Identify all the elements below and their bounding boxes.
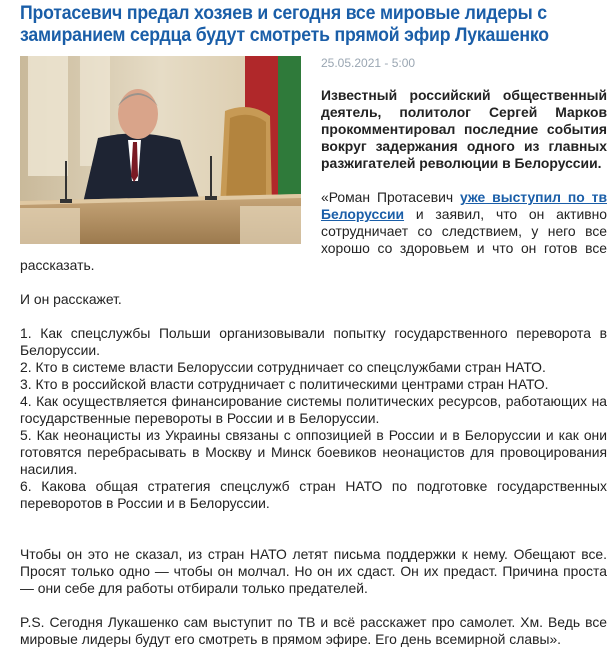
list-item: 2. Кто в системе власти Белоруссии сотрудничает со спецслужбами стран НАТО. xyxy=(20,359,546,375)
article-title[interactable]: Протасевич предал хозяев и сегодня все мировые лидеры с замиранием сердца будут смотреть прямой эфир Лукашенко xyxy=(20,3,549,46)
list-item: 1. Как спецслужбы Польши организовывали попытку государственного переворота в Белоруссии. xyxy=(20,325,607,358)
article-lead: Известный российский общественный деятель, политолог Сергей Марков прокомментировал последние события вокруг задержания одного из главных разжигателей революции в Белоруссии. xyxy=(321,87,607,171)
article-photo[interactable] xyxy=(20,56,301,244)
list-item: 5. Как неонацисты из Украины связаны с оппозицией в России и в Белоруссии и как они готовятся перебрасывать в Москву и Минск боевиков неонацистов для провоцирования насилия. xyxy=(20,427,607,477)
quote-start: «Роман Протасевич xyxy=(321,189,460,205)
points-intro: И он расскажет. xyxy=(20,291,122,307)
ps-paragraph: P.S. Сегодня Лукашенко сам выступит по ТВ и всё расскажет про самолет. Хм. Ведь все мировые лидеры будут его смотреть в прямом эфире. Его день всемирной славы». xyxy=(20,614,607,647)
quote-end: и заявил, что он активно сотрудничает со следствием, у него все хорошо со здоровьем и что он готов все рассказать. xyxy=(20,206,607,273)
article-body xyxy=(20,56,607,648)
list-item: 4. Как осуществляется финансирование системы политических ресурсов, работающих на государственные перевороты в России и в Белоруссии. xyxy=(20,393,607,426)
letters-paragraph: Чтобы он это не сказал, из стран НАТО летят письма поддержки к нему. Обещают все. Просят только одно — чтобы он молчал. Но он их сдаст. Он их предаст. Причина проста — они себе для работы отбирали только предателей. xyxy=(20,546,607,596)
article-date: 25.05.2021 - 5:00 xyxy=(321,56,416,70)
points-list xyxy=(20,325,607,512)
list-item: 3. Кто в российской власти сотрудничает с политическими центрами стран НАТО. xyxy=(20,376,549,392)
list-item: 6. Какова общая стратегия спецслужб стран НАТО по подготовке государственных переворотов в России и в Белоруссии. xyxy=(20,478,607,511)
tv-appearance-link[interactable]: уже выступил по тв Белоруссии xyxy=(321,189,607,222)
